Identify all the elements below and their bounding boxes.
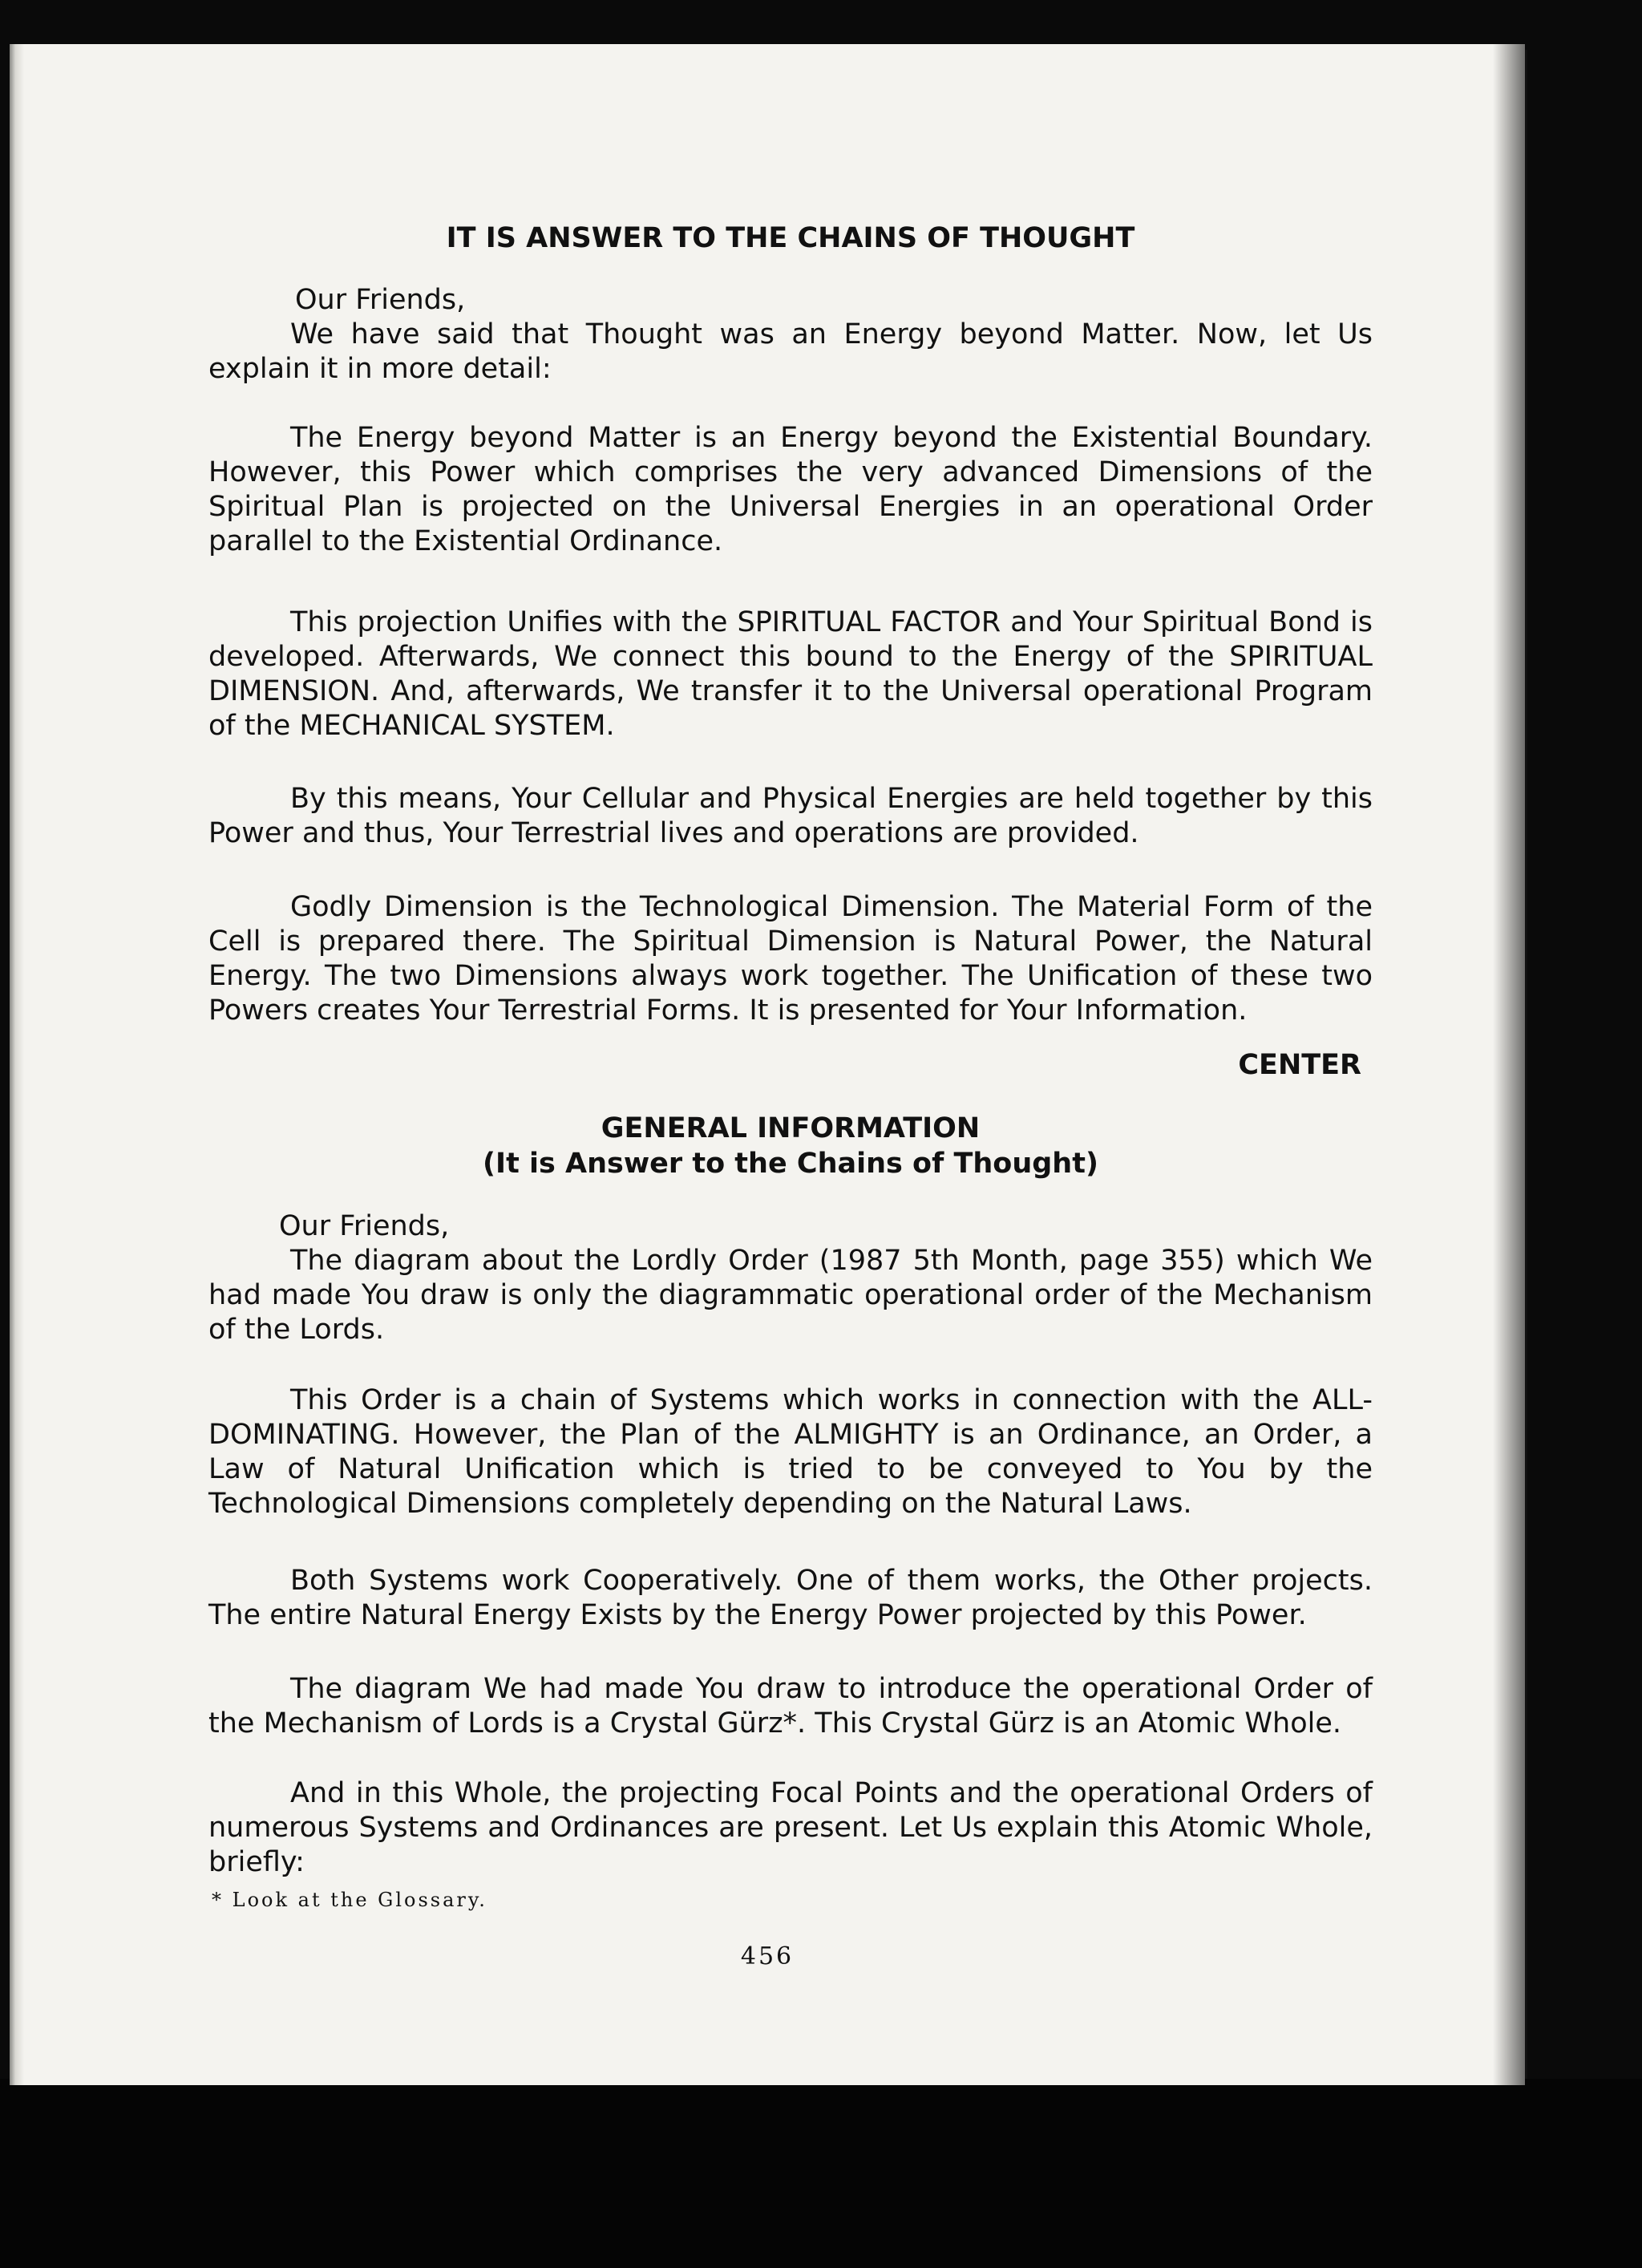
paragraph: Godly Dimension is the Technological Dimension. The Material Form of the Cell is prepared there. The Spiritual Dimension is Natural Power, the Natural Energy. The two Dimensions always work together. The Unification of these two Powers creates Your Terrestrial Forms. It is presented for Your Information. — [208, 891, 1373, 1027]
paragraph: The diagram about the Lordly Order (1987 5th Month, page 355) which We had made You draw is only the diagrammatic operational order of the Mechanism of the Lords. — [208, 1245, 1373, 1346]
page-number: 456 — [740, 1942, 795, 1970]
book-page — [10, 44, 1525, 2085]
scan-bottom-border — [0, 2079, 1642, 2268]
paragraph: We have said that Thought was an Energy beyond Matter. Now, let Us explain it in more detail: — [208, 318, 1373, 385]
signature: CENTER — [1238, 1049, 1361, 1081]
paragraph: This projection Unifies with the SPIRITUAL FACTOR and Your Spiritual Bond is developed. Afterwards, We connect this bound to the Energy of the SPIRITUAL DIMENSION. And, afterwards, We transfer it to the Universal operational Program of the MECHANICAL SYSTEM. — [208, 606, 1373, 742]
section-subtitle: (It is Answer to the Chains of Thought) — [483, 1148, 1098, 1180]
salutation: Our Friends, — [279, 1210, 450, 1242]
paragraph: The diagram We had made You draw to introduce the operational Order of the Mechanism of Lords is a Crystal Gürz*. This Crystal Gürz is an Atomic Whole. — [208, 1673, 1373, 1739]
page-binding-edge — [10, 44, 24, 2085]
paragraph: This Order is a chain of Systems which works in connection with the ALL-DOMINATING. However, the Plan of the ALMIGHTY is an Ordinance, an Order, a Law of Natural Unification which is tried to be conveyed to You by the Technological Dimensions completely depending on the Natural Laws. — [208, 1384, 1373, 1520]
paragraph: And in this Whole, the projecting Focal Points and the operational Orders of numerous Systems and Ordinances are present. Let Us explain this Atomic Whole, briefly: — [208, 1777, 1373, 1878]
scan-left-border — [0, 0, 10, 2268]
salutation: Our Friends, — [295, 284, 466, 316]
section-title: IT IS ANSWER TO THE CHAINS OF THOUGHT — [446, 222, 1135, 254]
paragraph: The Energy beyond Matter is an Energy beyond the Existential Boundary. However, this Power which comprises the very advanced Dimensions of the Spiritual Plan is projected on the Universal Energies in an operational Order parallel to the Existential Ordinance. — [208, 422, 1373, 557]
scan-right-border — [1527, 0, 1642, 2268]
scan-top-border — [0, 0, 1642, 50]
page-edge-shadow — [1493, 44, 1525, 2085]
section-title: GENERAL INFORMATION — [601, 1112, 981, 1144]
paragraph: By this means, Your Cellular and Physical Energies are held together by this Power and thus, Your Terrestrial lives and operations are provided. — [208, 783, 1373, 849]
footnote: * Look at the Glossary. — [212, 1889, 487, 1911]
paragraph: Both Systems work Cooperatively. One of them works, the Other projects. The entire Natural Energy Exists by the Energy Power projected by this Power. — [208, 1565, 1373, 1631]
